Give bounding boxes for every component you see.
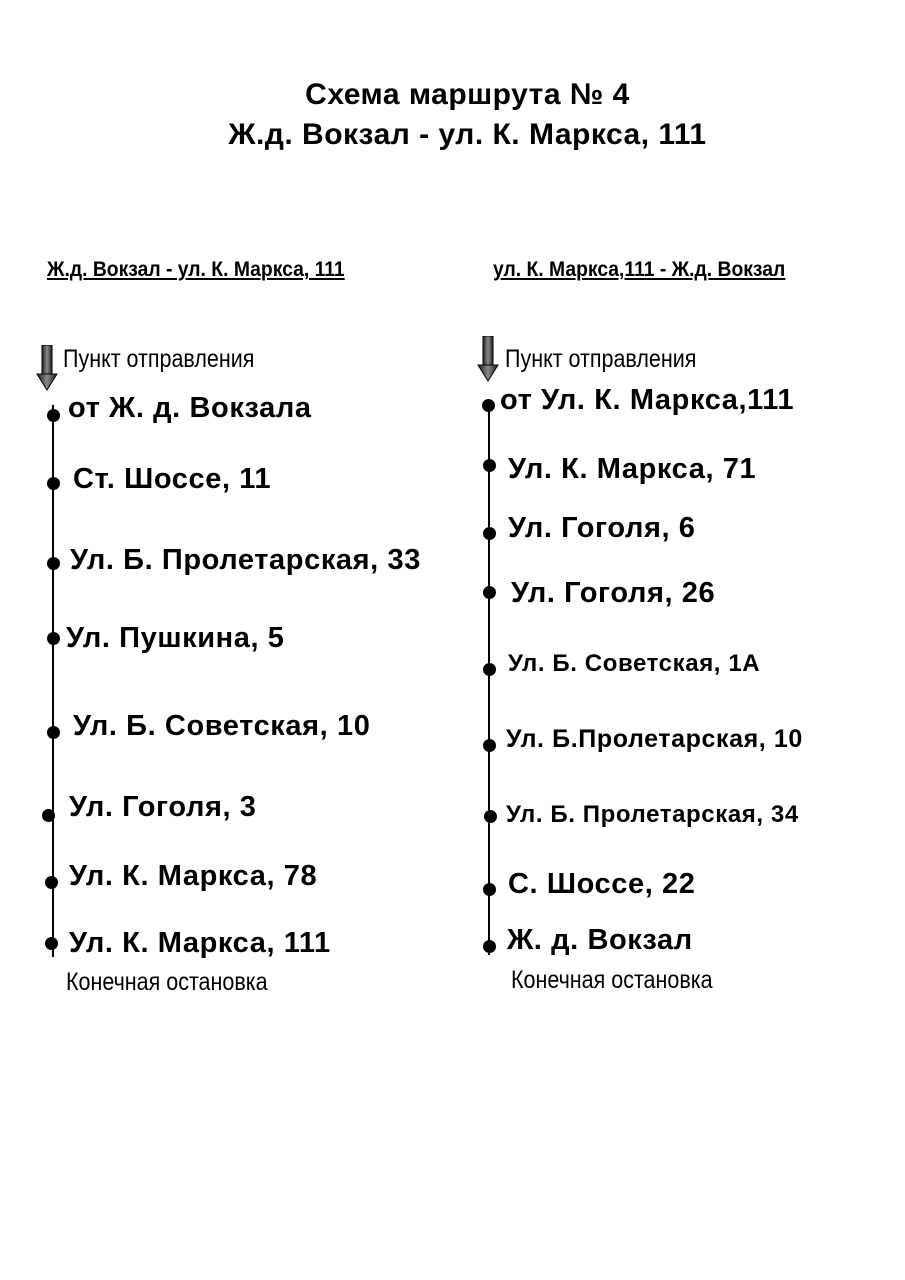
departure-label-forward: Пункт отправления: [63, 345, 255, 373]
stop-label: Ж. д. Вокзал: [507, 924, 693, 956]
terminal-label-return: Конечная остановка: [511, 966, 713, 994]
stop-return: [508, 868, 696, 901]
stop-forward: [68, 392, 312, 425]
stop-dot: [47, 557, 60, 570]
stop-dot: [45, 876, 58, 889]
stop-return: [506, 801, 799, 829]
stop-label: Ул. К. Маркса, 71: [508, 453, 757, 485]
stop-dot: [483, 586, 496, 599]
stop-forward: [73, 463, 271, 496]
page-title: Схема маршрута № 4: [305, 78, 630, 111]
stop-dot: [47, 726, 60, 739]
stop-label: Ст. Шоссе, 11: [73, 463, 272, 495]
stop-dot: [47, 477, 60, 490]
stop-dot: [483, 940, 496, 953]
down-arrow-icon: [36, 345, 58, 391]
stop-label: Ул. Б.Пролетарская, 10: [506, 725, 803, 753]
stop-label: от Ж. д. Вокзала: [68, 392, 312, 424]
column-header-forward: Ж.д. Вокзал - ул. К. Маркса, 111: [47, 258, 345, 281]
stop-label: Ул. Пушкина, 5: [66, 622, 285, 654]
stop-forward: [69, 860, 317, 893]
down-arrow-icon: [477, 336, 499, 382]
page-subtitle: Ж.д. Вокзал - ул. К. Маркса, 111: [228, 118, 707, 151]
stop-label: Ул. Б. Советская, 1А: [508, 650, 761, 677]
stop-forward: [69, 791, 257, 824]
stop-forward: [69, 927, 331, 960]
stop-dot: [484, 810, 497, 823]
stop-label: Ул. Гоголя, 3: [69, 791, 257, 823]
stop-dot: [47, 409, 60, 422]
route-line-return: [488, 400, 490, 955]
stop-dot: [483, 459, 496, 472]
stop-forward: [73, 710, 370, 743]
stop-return: [508, 512, 696, 545]
stop-label: Ул. Гоголя, 26: [511, 577, 716, 609]
stop-dot: [47, 632, 60, 645]
terminal-label-forward: Конечная остановка: [66, 968, 268, 996]
stop-dot: [483, 663, 496, 676]
stop-return: [506, 725, 803, 754]
stop-dot: [483, 527, 496, 540]
stop-return: [500, 384, 794, 417]
stop-forward: [66, 622, 285, 655]
stop-label: от Ул. К. Маркса,111: [500, 384, 795, 416]
stop-label: Ул. К. Маркса, 111: [69, 927, 331, 959]
stop-forward: [70, 544, 421, 577]
stop-dot: [483, 883, 496, 896]
stop-label: Ул. Гоголя, 6: [508, 512, 696, 544]
stop-label: Ул. Б. Пролетарская, 33: [70, 544, 421, 576]
departure-label-return: Пункт отправления: [505, 345, 697, 373]
stop-return: [511, 577, 715, 610]
stop-label: Ул. Б. Пролетарская, 34: [506, 801, 799, 828]
stop-label: С. Шоссе, 22: [508, 868, 696, 900]
stop-return: [508, 650, 760, 678]
stop-return: [508, 453, 756, 486]
stop-dot: [42, 809, 55, 822]
stop-dot: [45, 937, 58, 950]
stop-dot: [483, 739, 496, 752]
stop-dot: [482, 399, 495, 412]
stop-label: Ул. К. Маркса, 78: [69, 860, 318, 892]
stop-return: [507, 924, 693, 957]
stop-label: Ул. Б. Советская, 10: [73, 710, 371, 742]
column-header-return: ул. К. Маркса,111 - Ж.д. Вокзал: [493, 258, 786, 281]
